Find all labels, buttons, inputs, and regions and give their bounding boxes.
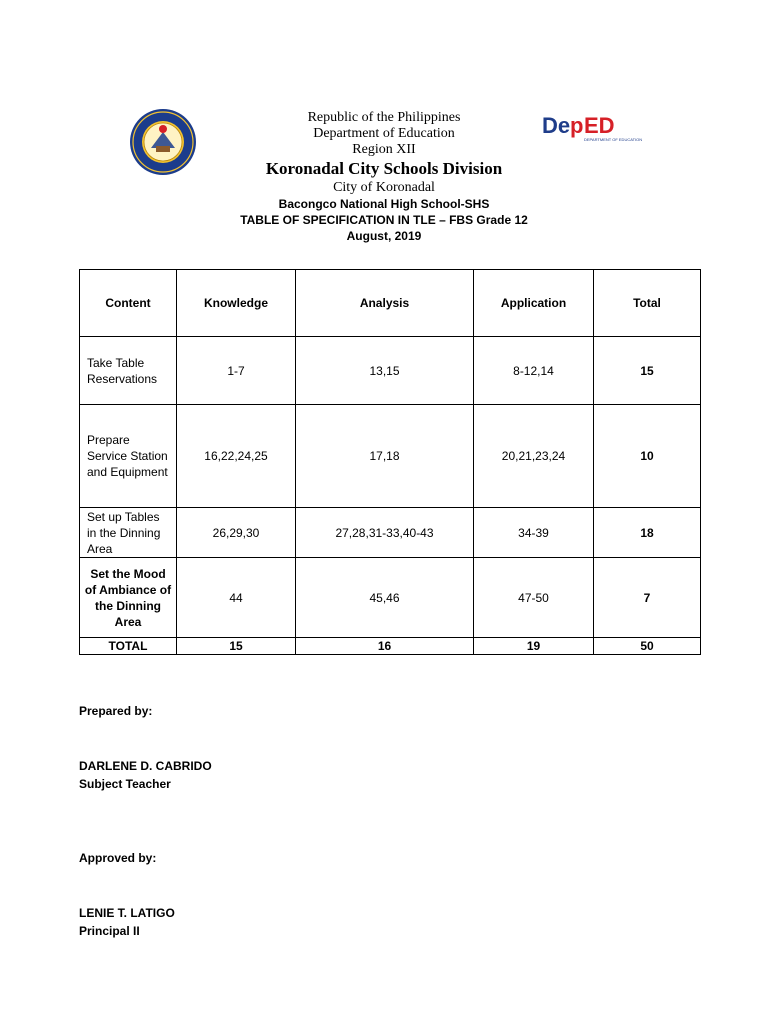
content-cell: Take Table Reservations (80, 337, 177, 405)
prepared-by-label: Prepared by: (79, 704, 153, 718)
knowledge-cell: 1-7 (177, 337, 296, 405)
total-cell: 10 (594, 405, 701, 508)
svg-text:De: De (542, 113, 571, 138)
table-row (80, 405, 701, 508)
analysis-cell: 17,18 (296, 405, 474, 508)
header-text-block (184, 110, 584, 244)
column-header: Knowledge (177, 270, 296, 337)
document-header (0, 0, 768, 245)
total-cell: 18 (594, 508, 701, 558)
division-name: Koronadal City Schools Division (265, 159, 503, 178)
approved-by-title: Principal II (79, 924, 140, 938)
approved-by-name: LENIE T. LATIGO (79, 906, 175, 920)
prepared-by-name: DARLENE D. CABRIDO (79, 759, 212, 773)
region-line: Region XII (352, 142, 416, 157)
knowledge-total-cell: 15 (177, 638, 296, 655)
knowledge-cell: 26,29,30 (177, 508, 296, 558)
column-header: Total (594, 270, 701, 337)
application-cell: 8-12,14 (474, 337, 594, 405)
total-cell: 15 (594, 337, 701, 405)
analysis-total-cell: 16 (296, 638, 474, 655)
content-cell: Prepare Service Station and Equipment (80, 405, 177, 508)
total-cell: 7 (594, 558, 701, 638)
table-row (80, 508, 701, 558)
analysis-cell: 27,28,31-33,40-43 (296, 508, 474, 558)
grand-total-cell: 50 (594, 638, 701, 655)
approved-by-label: Approved by: (79, 851, 157, 865)
document-title: TABLE OF SPECIFICATION IN TLE – FBS Grade 12 (240, 213, 528, 227)
analysis-cell: 45,46 (296, 558, 474, 638)
prepared-by-title: Subject Teacher (79, 777, 171, 791)
total-row (80, 638, 701, 655)
content-cell: Set the Mood of Ambiance of the Dinning Area (80, 558, 177, 638)
department-line: Department of Education (313, 126, 455, 141)
document-date: August, 2019 (346, 229, 422, 243)
svg-text:ED: ED (584, 113, 615, 138)
knowledge-cell: 44 (177, 558, 296, 638)
city-line: City of Koronadal (333, 180, 435, 195)
column-header: Analysis (296, 270, 474, 337)
application-cell: 20,21,23,24 (474, 405, 594, 508)
application-total-cell: 19 (474, 638, 594, 655)
knowledge-cell: 16,22,24,25 (177, 405, 296, 508)
application-cell: 34-39 (474, 508, 594, 558)
school-name: Bacongco National High School-SHS (278, 197, 490, 211)
republic-line: Republic of the Philippines (307, 110, 461, 125)
table-header-row (80, 270, 701, 337)
svg-text:p: p (570, 113, 584, 138)
table-row (80, 337, 701, 405)
column-header: Application (474, 270, 594, 337)
specification-table (79, 269, 701, 655)
svg-text:DEPARTMENT OF EDUCATION: DEPARTMENT OF EDUCATION (584, 137, 643, 142)
column-header: Content (80, 270, 177, 337)
content-cell: Set up Tables in the Dinning Area (80, 508, 177, 558)
analysis-cell: 13,15 (296, 337, 474, 405)
application-cell: 47-50 (474, 558, 594, 638)
total-label-cell: TOTAL (80, 638, 177, 655)
deped-logo-icon (540, 110, 643, 144)
table-row (80, 558, 701, 638)
